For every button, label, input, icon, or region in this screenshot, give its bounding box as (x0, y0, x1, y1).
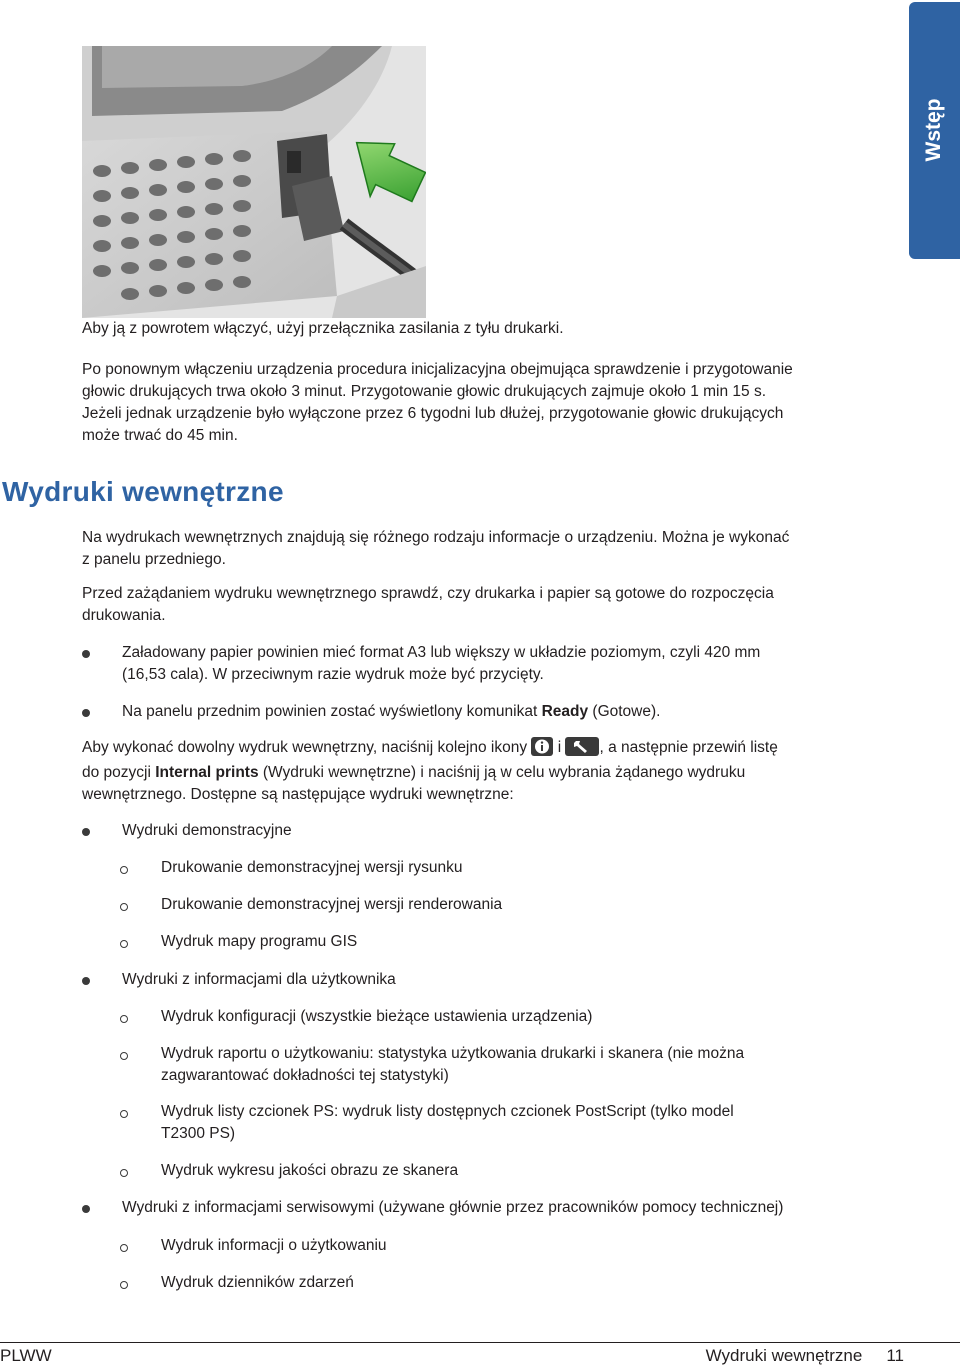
bullet-dot-icon (82, 1205, 90, 1213)
intro-paragraph-1: Aby ją z powrotem włączyć, użyj przełącznika zasilania z tyłu drukarki. (82, 320, 564, 337)
bullet-circle-icon (120, 1244, 128, 1252)
print-item-label (161, 1043, 890, 1087)
text-line: głowic drukujących trwa około 3 minut. Przygotowanie głowic drukujących zajmuje około 1 min 15 s. (82, 383, 767, 400)
text-line (82, 762, 890, 784)
text-run: Aby wykonać dowolny wydruk wewnętrzny, naciśnij kolejno ikony (82, 739, 532, 756)
bullet-circle-icon (120, 1281, 128, 1289)
text-line: (16,53 cala). W przeciwnym razie wydruk może być przycięty. (122, 666, 544, 683)
info-icon[interactable] (531, 737, 553, 756)
bullet-dot-icon (82, 709, 90, 717)
text-run: (Wydruki wewnętrzne) i naciśnij ją w celu wybrania żądanego wydruku (258, 764, 746, 781)
text-run: , a następnie przewiń listę (599, 739, 778, 756)
page-number: 11 (886, 1346, 904, 1365)
print-group-label: Wydruki demonstracyjne (122, 822, 292, 839)
wrench-icon[interactable] (565, 737, 599, 756)
text-run: do pozycji (82, 764, 156, 781)
bullet-circle-icon (120, 1169, 128, 1177)
bullet-dot-icon (82, 650, 90, 658)
footer-divider (0, 1342, 960, 1343)
instructions-paragraph (82, 737, 890, 806)
text-run: Na panelu przednim powinien zostać wyświetlony komunikat (122, 703, 542, 720)
bullet-circle-icon (120, 940, 128, 948)
section-paragraph-2 (82, 583, 890, 627)
chapter-tab-label: Wstęp (922, 98, 945, 162)
status-ready: Ready (541, 703, 589, 720)
bullet-circle-icon (120, 1110, 128, 1118)
print-item-label: Wydruk informacji o użytkowaniu (161, 1237, 387, 1254)
print-group-label: Wydruki z informacjami serwisowymi (używane głównie przez pracowników pomocy technicznej) (122, 1199, 784, 1216)
text-line: T2300 PS) (161, 1125, 236, 1142)
chapter-tab (909, 2, 960, 259)
text-line: Wydruk listy czcionek PS: wydruk listy dostępnych czcionek PostScript (tylko model (161, 1103, 734, 1120)
bullet-circle-icon (120, 903, 128, 911)
text-line: wewnętrznego. Dostępne są następujące wydruki wewnętrzne: (82, 786, 514, 803)
text-line: z panelu przedniego. (82, 551, 226, 568)
section-paragraph-1 (82, 527, 890, 571)
footer-section-title: Wydruki wewnętrzne (705, 1346, 863, 1365)
print-item-label: Drukowanie demonstracyjnej wersji rysunku (161, 859, 463, 876)
print-item-label: Drukowanie demonstracyjnej wersji renderowania (161, 896, 503, 913)
section-heading: Wydruki wewnętrzne (2, 476, 284, 507)
requirement-text (122, 701, 890, 723)
intro-paragraph-2 (82, 359, 890, 447)
text-line: może trwać do 45 min. (82, 427, 238, 444)
text-line: zagwarantować dokładności tej statystyki) (161, 1067, 449, 1084)
bullet-dot-icon (82, 828, 90, 836)
text-line: Przed zażądaniem wydruku wewnętrznego sprawdź, czy drukarka i papier są gotowe do rozpoczęcia (82, 585, 774, 602)
print-item-label: Wydruk wykresu jakości obrazu ze skanera (161, 1162, 459, 1179)
bullet-circle-icon (120, 866, 128, 874)
print-item-label (161, 1101, 890, 1145)
bullet-circle-icon (120, 1052, 128, 1060)
text-run: i (553, 739, 566, 756)
print-item-label: Wydruk dzienników zdarzeń (161, 1274, 354, 1291)
text-line: drukowania. (82, 607, 166, 624)
text-line: Na wydrukach wewnętrznych znajdują się różnego rodzaju informacje o urządzeniu. Można je wykonać (82, 529, 790, 546)
requirement-text (122, 642, 890, 686)
menu-item-internal-prints: Internal prints (155, 764, 259, 781)
print-item-label: Wydruk mapy programu GIS (161, 933, 358, 950)
print-item-label: Wydruk konfiguracji (wszystkie bieżące ustawienia urządzenia) (161, 1008, 593, 1025)
text-line: Wydruk raportu o użytkowaniu: statystyka użytkowania drukarki i skanera (nie można (161, 1045, 745, 1062)
text-line: Po ponownym włączeniu urządzenia procedura inicjalizacyjna obejmująca sprawdzenie i przygotowanie (82, 361, 793, 378)
footer-right-group (706, 1346, 904, 1366)
footer-doc-code: PLWW (0, 1346, 52, 1365)
print-group-label: Wydruki z informacjami dla użytkownika (122, 971, 396, 988)
bullet-circle-icon (120, 1015, 128, 1023)
text-line: Jeżeli jednak urządzenie było wyłączone przez 6 tygodni lub dłużej, przygotowanie głowic drukujących (82, 405, 784, 422)
text-line: Załadowany papier powinien mieć format A3 lub większy w układzie poziomym, czyli 420 mm (122, 644, 761, 661)
text-line (82, 737, 890, 759)
text-run: (Gotowe). (588, 703, 661, 720)
power-cable-illustration (82, 46, 426, 318)
bullet-dot-icon (82, 977, 90, 985)
